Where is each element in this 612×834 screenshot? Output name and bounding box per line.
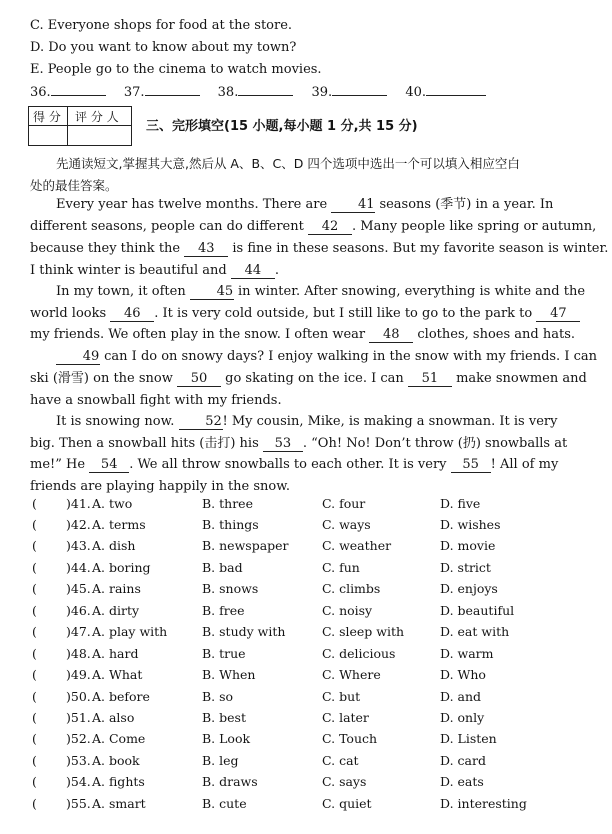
option-b: B. cute	[202, 796, 247, 811]
question-number: )43.	[66, 538, 91, 553]
option-d: D. enjoys	[440, 581, 498, 596]
option-c: C. cat	[322, 753, 359, 768]
answer-blank-39-label: 39.	[311, 85, 333, 100]
option-a: A. What	[92, 667, 143, 682]
option-b: B. When	[202, 667, 256, 682]
option-b: B. leg	[202, 753, 239, 768]
answer-blank-38-label: 38.	[217, 85, 239, 100]
option-a: A. Come	[92, 731, 146, 746]
passage-p4-line4: friends are playing happily in the snow.	[30, 479, 290, 494]
passage-p3-line3: have a snowball fight with my friends.	[30, 393, 282, 408]
blank-49[interactable]: 49	[56, 350, 100, 365]
answer-paren[interactable]: (	[32, 731, 37, 746]
option-c: C. noisy	[322, 603, 373, 618]
answer-paren[interactable]: (	[32, 538, 37, 553]
score-box	[28, 106, 132, 146]
option-c: C. says	[322, 774, 367, 789]
blank-48[interactable]: 48	[369, 328, 413, 343]
option-a: A. hard	[92, 646, 139, 661]
answer-paren[interactable]: (	[32, 646, 37, 661]
option-a: A. book	[92, 753, 140, 768]
option-line-d: D. Do you want to know about my town?	[30, 40, 297, 55]
answer-paren[interactable]: (	[32, 753, 37, 768]
passage-p1-line4: I think winter is beautiful and 44 .	[30, 263, 280, 278]
blank-45[interactable]: 45	[190, 285, 234, 300]
option-b: B. things	[202, 517, 259, 532]
passage-p1-line2: different seasons, people can do different 42 . Many people like spring or autumn,	[30, 219, 597, 234]
option-d: D. wishes	[440, 517, 501, 532]
question-number: )45.	[66, 581, 91, 596]
blank-47[interactable]: 47	[536, 307, 580, 322]
option-b: B. best	[202, 710, 246, 725]
blank-44[interactable]: 44	[231, 264, 275, 279]
answer-paren[interactable]: (	[32, 624, 37, 639]
answer-paren[interactable]: (	[32, 496, 37, 511]
score-label: 得 分	[33, 110, 61, 124]
option-line-e: E. People go to the cinema to watch movies.	[30, 62, 322, 77]
answer-paren[interactable]: (	[32, 581, 37, 596]
answer-paren[interactable]: (	[32, 517, 37, 532]
option-d: D. Listen	[440, 731, 497, 746]
option-c: C. sleep with	[322, 624, 405, 639]
option-a: A. boring	[92, 560, 151, 575]
blank-41[interactable]: 41	[331, 198, 375, 213]
option-b: B. three	[202, 496, 253, 511]
option-d: D. movie	[440, 538, 496, 553]
option-d: D. eat with	[440, 624, 510, 639]
blank-52[interactable]: 52	[179, 415, 223, 430]
answer-blank-40-label: 40.	[405, 85, 426, 100]
answer-paren[interactable]: (	[32, 667, 37, 682]
question-number: )50.	[66, 689, 91, 704]
answer-blank-37-label: 37.	[123, 85, 145, 100]
question-number: )55.	[66, 796, 91, 811]
question-number: )46.	[66, 603, 91, 618]
passage-p2-line2: world looks 46 . It is very cold outside, but I still like to go to the park to 47	[30, 305, 586, 322]
answer-blank-39[interactable]	[332, 95, 387, 96]
answer-blank-37[interactable]	[145, 95, 200, 96]
option-c: C. fun	[322, 560, 360, 575]
question-number: )53.	[66, 753, 91, 768]
option-a: A. dirty	[92, 603, 140, 618]
option-d: D. five	[440, 496, 481, 511]
passage-p4-line2: big. Then a snowball hits (击打) his 53 . “Oh! No! Don’t throw (扔) snowballs at	[30, 436, 568, 451]
option-a: A. fights	[92, 774, 145, 789]
passage-p3-line2: ski (滑雪) on the snow 50 go skating on the ice. I can 51 make snowmen and	[30, 371, 587, 386]
option-a: A. before	[92, 689, 150, 704]
passage-p4-line3: me!” He 54 . We all throw snowballs to each other. It is very 55 ! All of my	[30, 457, 559, 472]
option-b: B. so	[202, 689, 234, 704]
blank-50[interactable]: 50	[177, 372, 221, 387]
option-c: C. delicious	[322, 646, 396, 661]
option-b: B. bad	[202, 560, 243, 575]
question-number: )48.	[66, 646, 91, 661]
blank-43[interactable]: 43	[184, 242, 228, 257]
option-d: D. Who	[440, 667, 486, 682]
option-d: D. only	[440, 710, 485, 725]
option-b: B. draws	[202, 774, 258, 789]
passage-p1-line1: Every year has twelve months. There are 41 seasons (季节) in a year. In	[56, 197, 554, 212]
option-c: C. quiet	[322, 796, 372, 811]
option-c: C. ways	[322, 517, 371, 532]
question-number: )42.	[66, 517, 91, 532]
blank-54[interactable]: 54	[89, 458, 129, 473]
question-number: )41.	[66, 496, 91, 511]
answer-paren[interactable]: (	[32, 689, 37, 704]
option-c: C. four	[322, 496, 366, 511]
grader-label: 评 分 人	[75, 110, 119, 124]
instruction-line-2: 处的最佳答案。	[30, 178, 118, 193]
option-d: D. card	[440, 753, 486, 768]
option-line-c: C. Everyone shops for food at the store.	[30, 18, 293, 33]
answer-blank-36[interactable]	[51, 95, 106, 96]
answer-paren[interactable]: (	[32, 560, 37, 575]
option-d: D. and	[440, 689, 482, 704]
option-b: B. study with	[202, 624, 286, 639]
answer-paren[interactable]: (	[32, 774, 37, 789]
section-title: 三、完形填空(15 小题,每小题 1 分,共 15 分)	[146, 119, 418, 134]
passage-p4-line1: It is snowing now. 52! My cousin, Mike, is making a snowman. It is very	[56, 414, 558, 429]
instruction-line-1: 先通读短文,掌握其大意,然后从 A、B、C、D 四个选项中选出一个可以填入相应空白	[56, 156, 520, 171]
option-d: D. eats	[440, 774, 484, 789]
answer-blank-36-label: 36.	[30, 85, 51, 100]
question-number: )49.	[66, 667, 91, 682]
option-b: B. free	[202, 603, 245, 618]
option-c: C. but	[322, 689, 361, 704]
option-c: C. weather	[322, 538, 392, 553]
option-a: A. rains	[92, 581, 141, 596]
question-number: )54.	[66, 774, 91, 789]
option-a: A. two	[92, 496, 133, 511]
option-c: C. Where	[322, 667, 381, 682]
option-a: A. smart	[92, 796, 146, 811]
answer-paren[interactable]: (	[32, 710, 37, 725]
option-b: B. true	[202, 646, 246, 661]
blank-55[interactable]: 55	[451, 458, 491, 473]
passage-p1-line3: because they think the 43 is fine in these seasons. But my favorite season is winter.	[30, 241, 609, 256]
passage-p2-line3: my friends. We often play in the snow. I often wear 48 clothes, shoes and hats.	[30, 327, 575, 342]
blank-42[interactable]: 42	[308, 220, 352, 235]
answer-blank-38[interactable]	[238, 95, 293, 96]
answer-paren[interactable]: (	[32, 796, 37, 811]
blank-46[interactable]: 46	[110, 307, 154, 322]
blank-53[interactable]: 53	[263, 437, 303, 452]
question-number: )44.	[66, 560, 91, 575]
passage-p2-line1: In my town, it often 45 in winter. After snowing, everything is white and the	[56, 284, 586, 299]
option-d: D. strict	[440, 560, 491, 575]
answer-blank-40[interactable]	[426, 95, 486, 96]
option-a: A. dish	[92, 538, 136, 553]
option-d: D. beautiful	[440, 603, 515, 618]
question-number: )51.	[66, 710, 91, 725]
passage-p3-line1: 49 can I do on snowy days? I enjoy walking in the snow with my friends. I can	[30, 348, 586, 365]
question-number: )47.	[66, 624, 91, 639]
answer-paren[interactable]: (	[32, 603, 37, 618]
option-b: B. Look	[202, 731, 251, 746]
option-a: A. terms	[92, 517, 146, 532]
option-d: D. interesting	[440, 796, 527, 811]
option-b: B. newspaper	[202, 538, 289, 553]
answer-blanks-row	[30, 84, 486, 101]
option-c: C. later	[322, 710, 369, 725]
option-c: C. Touch	[322, 731, 378, 746]
blank-51[interactable]: 51	[408, 372, 452, 387]
option-d: D. warm	[440, 646, 494, 661]
option-a: A. also	[92, 710, 135, 725]
option-b: B. snows	[202, 581, 259, 596]
option-a: A. play with	[92, 624, 168, 639]
option-c: C. climbs	[322, 581, 381, 596]
question-number: )52.	[66, 731, 91, 746]
